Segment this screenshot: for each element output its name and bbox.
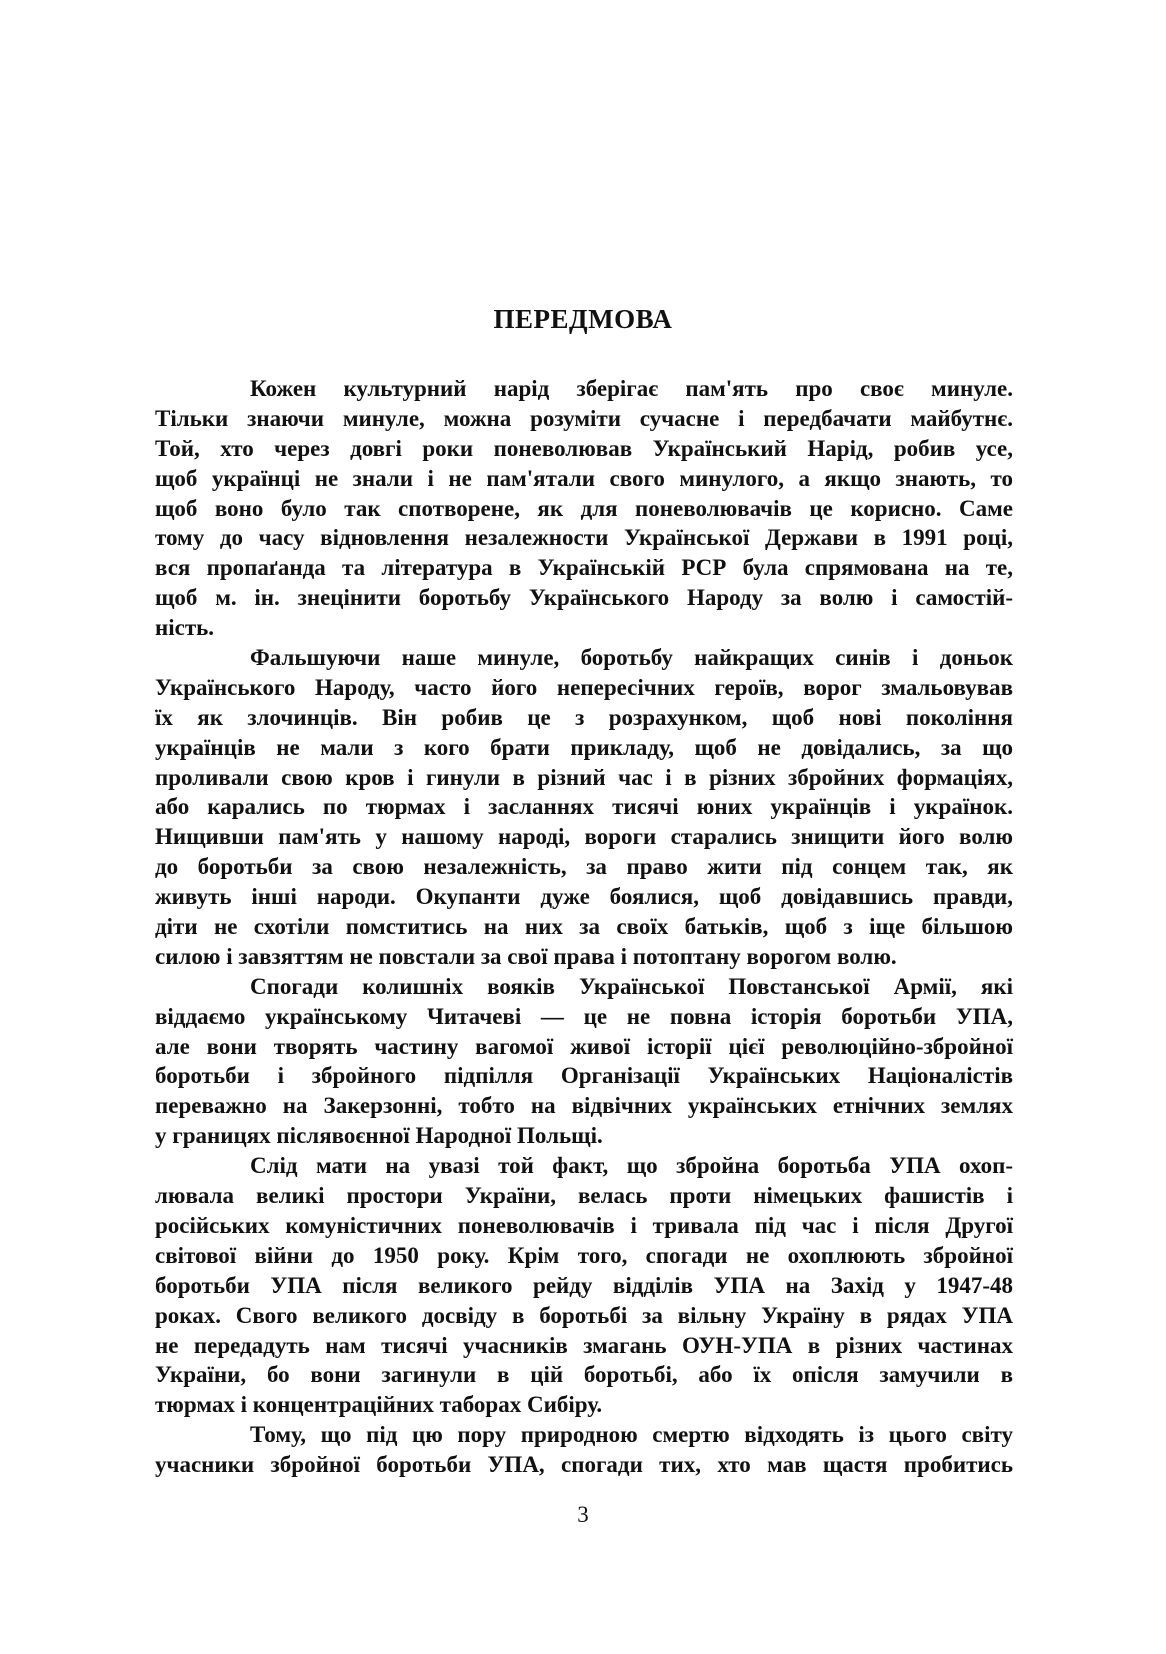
text-line: російських комуністичних поневолювачів і тривала під час і після Другої [155, 1212, 1013, 1238]
text-line: Українського Народу, часто його непересічних героїв, ворог змальовував [155, 674, 1013, 700]
text-line: щоб українці не знали і не пам'ятали свого минулого, а якщо знають, то [155, 465, 1013, 491]
text-line: у границях післявоєнної Народної Польщі. [155, 1123, 603, 1149]
text-line: але вони творять частину вагомої живої історії цієї революційно-збройної [155, 1033, 1013, 1059]
text-line: ність. [155, 615, 215, 641]
text-line: Фальшуючи наше минуле, боротьбу найкращих синів і доньок [250, 645, 1013, 671]
text-line: лювала великі простори України, велась проти німецьких фашистів і [155, 1183, 1013, 1209]
text-line: проливали свою кров і гинули в різний час і в різних збройних формаціях, [155, 764, 1013, 790]
text-line: не передадуть нам тисячі учасників змагань ОУН-УПА в різних частинах [155, 1332, 1013, 1358]
text-line: Нищивши пам'ять у нашому народі, вороги старались знищити його волю [155, 824, 1013, 850]
text-line: боротьби і збройного підпілля Організації Українських Націоналістів [155, 1063, 1013, 1089]
text-line: роках. Свого великого досвіду в боротьбі за вільну Україну в рядах УПА [155, 1302, 1013, 1328]
text-line: до боротьби за свою незалежність, за право жити під сонцем так, як [155, 854, 1013, 880]
text-line: Тільки знаючи минуле, можна розуміти сучасне і передбачати майбутнє. [155, 405, 1013, 431]
text-line: боротьби УПА після великого рейду відділів УПА на Захід у 1947-48 [155, 1272, 1013, 1298]
page-title: ПЕРЕДМОВА [493, 304, 673, 334]
text-line: Той, хто через довгі роки поневолював Український Нарід, робив усе, [155, 435, 1013, 461]
preface-body [155, 374, 1013, 1480]
text-line: їх як злочинців. Він робив це з розрахунком, щоб нові покоління [155, 704, 1013, 730]
text-line: діти не схотіли помститись на них за своїх батьків, щоб з іще більшою [155, 914, 1013, 940]
text-line: світової війни до 1950 року. Крім того, спогади не охоплюють збройної [155, 1242, 1013, 1268]
text-line: українців не мали з кого брати прикладу, щоб не довідались, за що [155, 734, 1013, 760]
text-line: щоб воно було так спотворене, як для поневолювачів це корисно. Саме [155, 495, 1013, 521]
text-line: Тому, що під цю пору природною смертю відходять із цього світу [250, 1422, 1013, 1448]
text-line: Кожен культурний нарід зберігає пам'ять про своє минуле. [250, 376, 1013, 401]
text-line: Спогади колишніх вояків Української Повстанської Армії, які [250, 973, 1013, 999]
text-line: Слід мати на увазі той факт, що збройна боротьба УПА охоп- [250, 1153, 1013, 1179]
text-line: віддаємо українському Читачеві — це не повна історія боротьби УПА, [155, 1003, 1013, 1029]
text-line: або карались по тюрмах і засланнях тисячі юних українців і українок. [155, 794, 1013, 820]
text-line: України, бо вони загинули в цій боротьбі, або їх опісля замучили в [155, 1362, 1013, 1388]
text-line: тому до часу відновлення незалежности Української Держави в 1991 році, [155, 525, 1013, 551]
text-line: живуть інші народи. Окупанти дуже боялися, щоб довідавшись правди, [155, 884, 1013, 910]
text-line: тюрмах і концентраційних таборах Сибіру. [155, 1392, 603, 1418]
text-line: переважно на Закерзонні, тобто на відвічних українських етнічних землях [155, 1093, 1013, 1119]
page-number: 3 [577, 1502, 589, 1527]
text-line: щоб м. ін. знецінити боротьбу Українського Народу за волю і самостій- [155, 585, 1013, 611]
text-line: силою і завзяттям не повстали за свої права і потоптану ворогом волю. [155, 943, 897, 969]
text-line: учасники збройної боротьби УПА, спогади тих, хто мав щастя пробитись [155, 1452, 1013, 1478]
text-line: вся пропаґанда та література в Українській РСР була спрямована на те, [155, 555, 1013, 581]
